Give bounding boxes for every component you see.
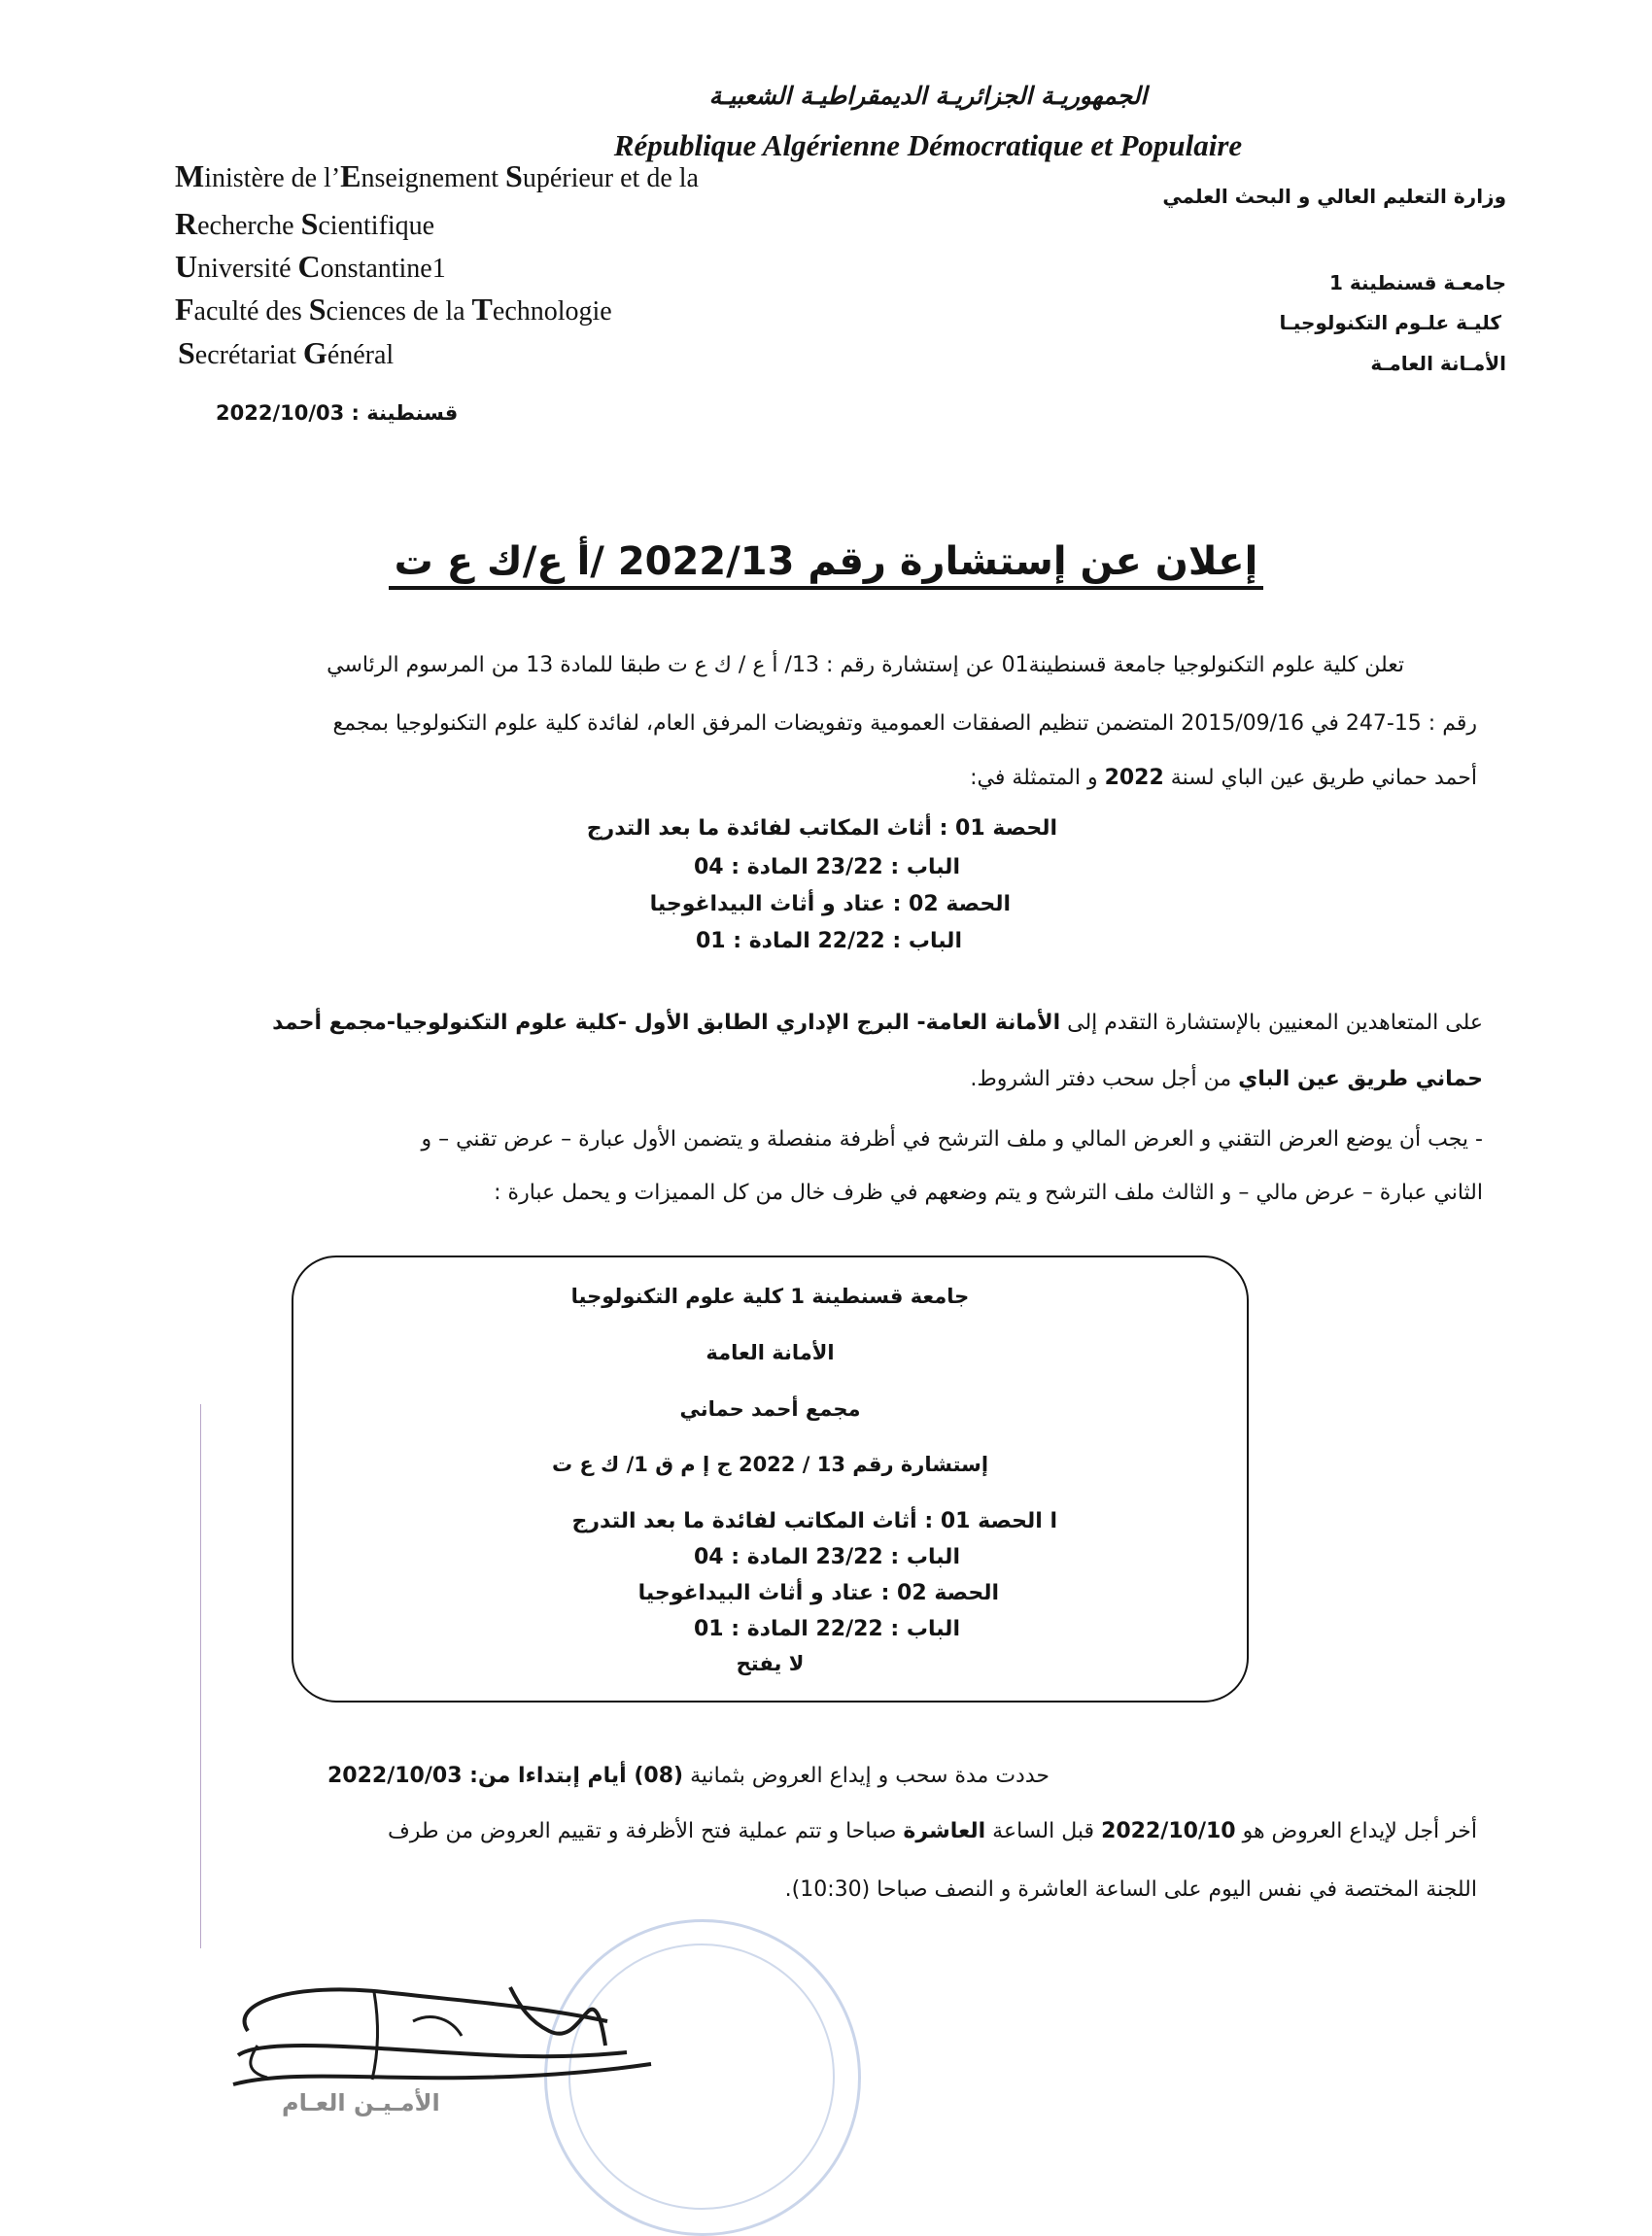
para3-line1: - يجب أن يوضع العرض التقني و العرض المالي و ملف الترشح في أظرفة منفصلة و يتضمن الأول عبارة – عرض تقني – و [421,1127,1483,1152]
date-value: 2022/10/03 [216,401,345,425]
envelope-lot2-title: الحصة 02 : عتاد و أثاث البيداغوجيا [637,1581,999,1605]
envelope-lot2-chapter: الباب : 22/22 المادة : 01 [693,1617,960,1641]
fr-university: Université Constantine1 [175,249,446,284]
para1-line1: تعلن كلية علوم التكنولوجيا جامعة قسنطينة01 عن إستشارة رقم : 13/ أ ع / ك ع ت طبقا للمادة 13 من المرسوم الرئاسي [327,653,1404,677]
envelope-consultation-number: إستشارة رقم 13 / 2022 ج إ م ق 1/ ك ع ت [551,1453,989,1476]
margin-line [200,1404,201,1948]
announcement-title: إعلان عن إستشارة رقم 2022/13 /أ ع/ك ع ت [0,539,1652,584]
envelope-lot1-title: ا الحصة 01 : أثاث المكاتب لفائدة ما بعد التدرج [571,1509,1057,1533]
para1-line2: رقم : 15-247 في 2015/09/16 المتضمن تنظيم الصفقات العمومية وتفويضات المرفق العام، لفائدة كلية علوم التكنولوجيا بمجمع [332,711,1477,736]
document-date [216,401,458,425]
lot2-title: الحصة 02 : عتاد و أثاث البيداغوجيا [649,892,1011,916]
ar-ministry: وزارة التعليم العالي و البحث العلمي [1162,185,1506,208]
deadline-line1: حددت مدة سحب و إيداع العروض بثمانية (08) أيام إبتداءا من: 2022/10/03 [327,1764,1050,1788]
republic-arabic: الجمهوريـة الجزائريـة الديمقراطيـة الشعبيـة [708,82,1148,110]
signature-label: الأمـيـن العـام [282,2089,440,2116]
republic-french: République Algérienne Démocratique et Populaire [613,128,1243,162]
ar-secretariat: الأمـانة العامـة [1370,352,1506,375]
ar-university: جامعـة قسنطينة 1 [1329,271,1506,294]
ar-faculty: كليـة علـوم التكنولوجيـا [1279,311,1501,334]
fr-faculty: Faculté des Sciences de la Technologie [175,292,612,327]
lot1-title: الحصة 01 : أثاث المكاتب لفائدة ما بعد التدرج [586,816,1057,841]
envelope-campus: مجمع أحمد حماني [679,1397,861,1421]
date-label: قسنطينة : [344,401,459,425]
fr-secretariat: Secrétariat Général [178,335,395,370]
envelope-lot1-chapter: الباب : 23/22 المادة : 04 [693,1545,960,1569]
para2-line1: على المتعاهدين المعنيين بالإستشارة التقدم إلى الأمانة العامة- البرج الإداري الطابق الأول -كلية علوم التكنولوجيا-مجمع أحمد [272,1011,1483,1035]
para1-line3: أحمد حماني طريق عين الباي لسنة 2022 و المتمثلة في: [970,766,1477,790]
fr-ministry-line1: Ministère de l’Enseignement Supérieur et de la [175,158,699,193]
para2-line2: حماني طريق عين الباي من أجل سحب دفتر الشروط. [970,1067,1483,1091]
fr-ministry-line2: Recherche Scientifique [175,206,435,241]
lot1-chapter: الباب : 23/22 المادة : 04 [693,855,960,879]
envelope-do-not-open: لا يفتح [736,1652,805,1675]
envelope-university: جامعة قسنطينة 1 كلية علوم التكنولوجيا [570,1285,970,1308]
para3-line2: الثاني عبارة – عرض مالي – و الثالث ملف الترشح و يتم وضعهم في ظرف خال من كل المميزات و يحمل عبارة : [494,1181,1483,1205]
deadline-line2: أخر أجل لإيداع العروض هو 2022/10/10 قبل الساعة العاشرة صباحا و تتم عملية فتح الأظرفة و تقييم العروض من طرف [388,1819,1477,1843]
lot2-chapter: الباب : 22/22 المادة : 01 [695,929,962,953]
envelope-secretariat: الأمانة العامة [706,1341,835,1364]
deadline-line3: اللجنة المختصة في نفس اليوم على الساعة العاشرة و النصف صباحا (10:30). [784,1877,1477,1902]
